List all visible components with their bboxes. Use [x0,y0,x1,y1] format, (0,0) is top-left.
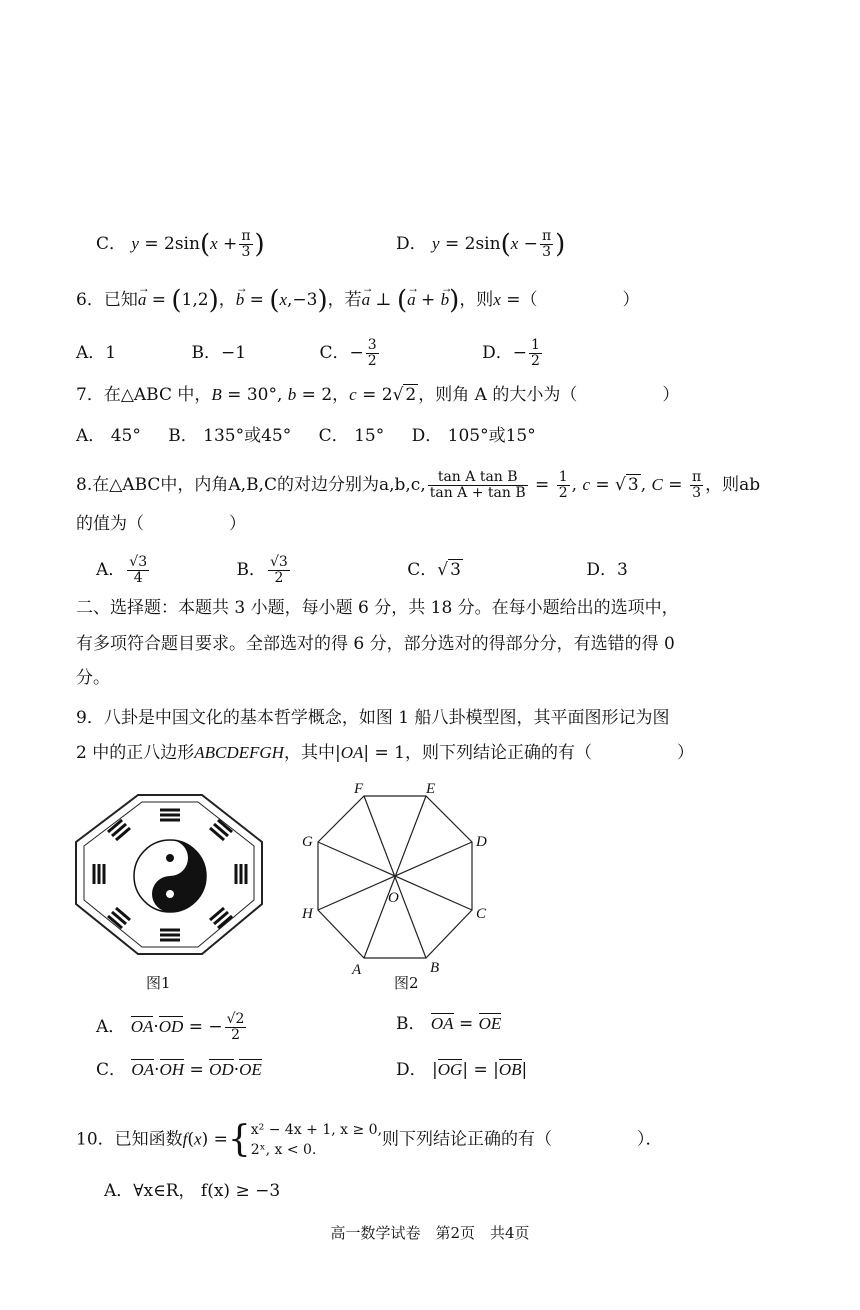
page-footer: 高一数学试卷 第2页 共4页 [330,1224,530,1242]
vertex-g-label: G [302,834,313,850]
section2-line3: 分。 [76,668,110,688]
q8-stem: 8.在△ABC中，内角A,B,C的对边分别为a,b,c, $\frac{\text{tan A tan B}}{\text{tan A + tan B}}$ = $\frac{1}{2}$ , c = √ 3 , C = $\frac{\pi}{3}$ ，则ab [76,469,761,501]
q7-option-c: C． 15° [318,426,385,446]
q9-line2: 2 中的正八边形ABCDEFGH，其中|OA| = 1，则下列结论正确的有（ ） [76,743,694,763]
q8-option-a: A． $\frac{√3}{4}$ [96,554,148,586]
yin-yang-icon [134,840,206,912]
q10-stem: 10．已知函数f(x) ={ x² − 4x + 1, x ≥ 0, 2ˣ, x < 0. 则下列结论正确的有（ ）． [76,1119,663,1160]
q7-options [76,424,536,448]
q8-option-b: B． $\frac{√3}{2}$ [236,554,288,586]
q9-option-a: A． OA·OD = − $\frac{√2}{2}$ [96,1011,245,1043]
vertex-h-label: H [302,906,313,922]
q8-line2: 的值为（ ） [76,514,246,534]
vertex-f-label: F [354,781,364,797]
center-o-label: O [388,890,399,906]
bagua-figure [72,792,268,958]
vertex-d-label: D [476,834,487,850]
q8-option-c: C．√ 3 [407,560,461,580]
octagon-figure [296,778,506,978]
fig1-caption: 图1 [146,974,171,992]
q8-options [96,555,628,586]
vertex-a-label: A [352,962,362,978]
q6-options [76,338,544,369]
q7-option-a: A． 45° [76,426,141,446]
q7-option-d: D． 105°或15° [411,426,536,446]
q6-option-a: A．1 [76,343,117,363]
q9-option-c: C． OA·OH = OD·OE [96,1060,262,1080]
q6-option-c: C．− $\frac{3}{2}$ [319,337,377,369]
q6-stem: 6．已知a → = (1,2)，b → = (x,−3)，若a → ⊥ (a → + b →)，则x =（ ） [76,288,640,313]
fig2-caption: 图2 [394,974,419,992]
section2-line2: 有多项符合题目要求。全部选对的得 6 分，部分选对的得部分分，有选错的得 0 [76,634,675,654]
q7-option-b: B． 135°或45° [168,426,292,446]
q5-option-c: C． y = 2sin(x + $\frac{\pi}{3}$ ) [96,228,265,260]
q6-option-b: B．−1 [191,343,247,363]
vertex-b-label: B [430,960,440,976]
q6-option-d: D．− $\frac{1}{2}$ [482,337,540,369]
section2-line1: 二、选择题：本题共 3 小题，每小题 6 分，共 18 分。在每小题给出的选项中， [76,598,679,618]
q8-option-d: D．3 [586,560,628,580]
vertex-c-label: C [476,906,487,922]
q7-stem: 7．在△ABC 中，B = 30°, b = 2，c = 2√ 2 ，则角 A 的大小为（ ） [76,385,680,405]
q9-line1: 9．八卦是中国文化的基本哲学概念，如图 1 船八卦模型图，其平面图形记为图 [76,708,670,728]
q9-option-d: D． |OG| = |OB| [396,1060,528,1080]
q9-option-b: B． OA = OE [396,1014,502,1034]
q10-option-a: A．∀x∈R， f(x) ≥ −3 [104,1181,281,1201]
vertex-e-label: E [426,781,436,797]
q5-option-d: D． y = 2sin(x − $\frac{\pi}{3}$ ) [396,228,566,260]
